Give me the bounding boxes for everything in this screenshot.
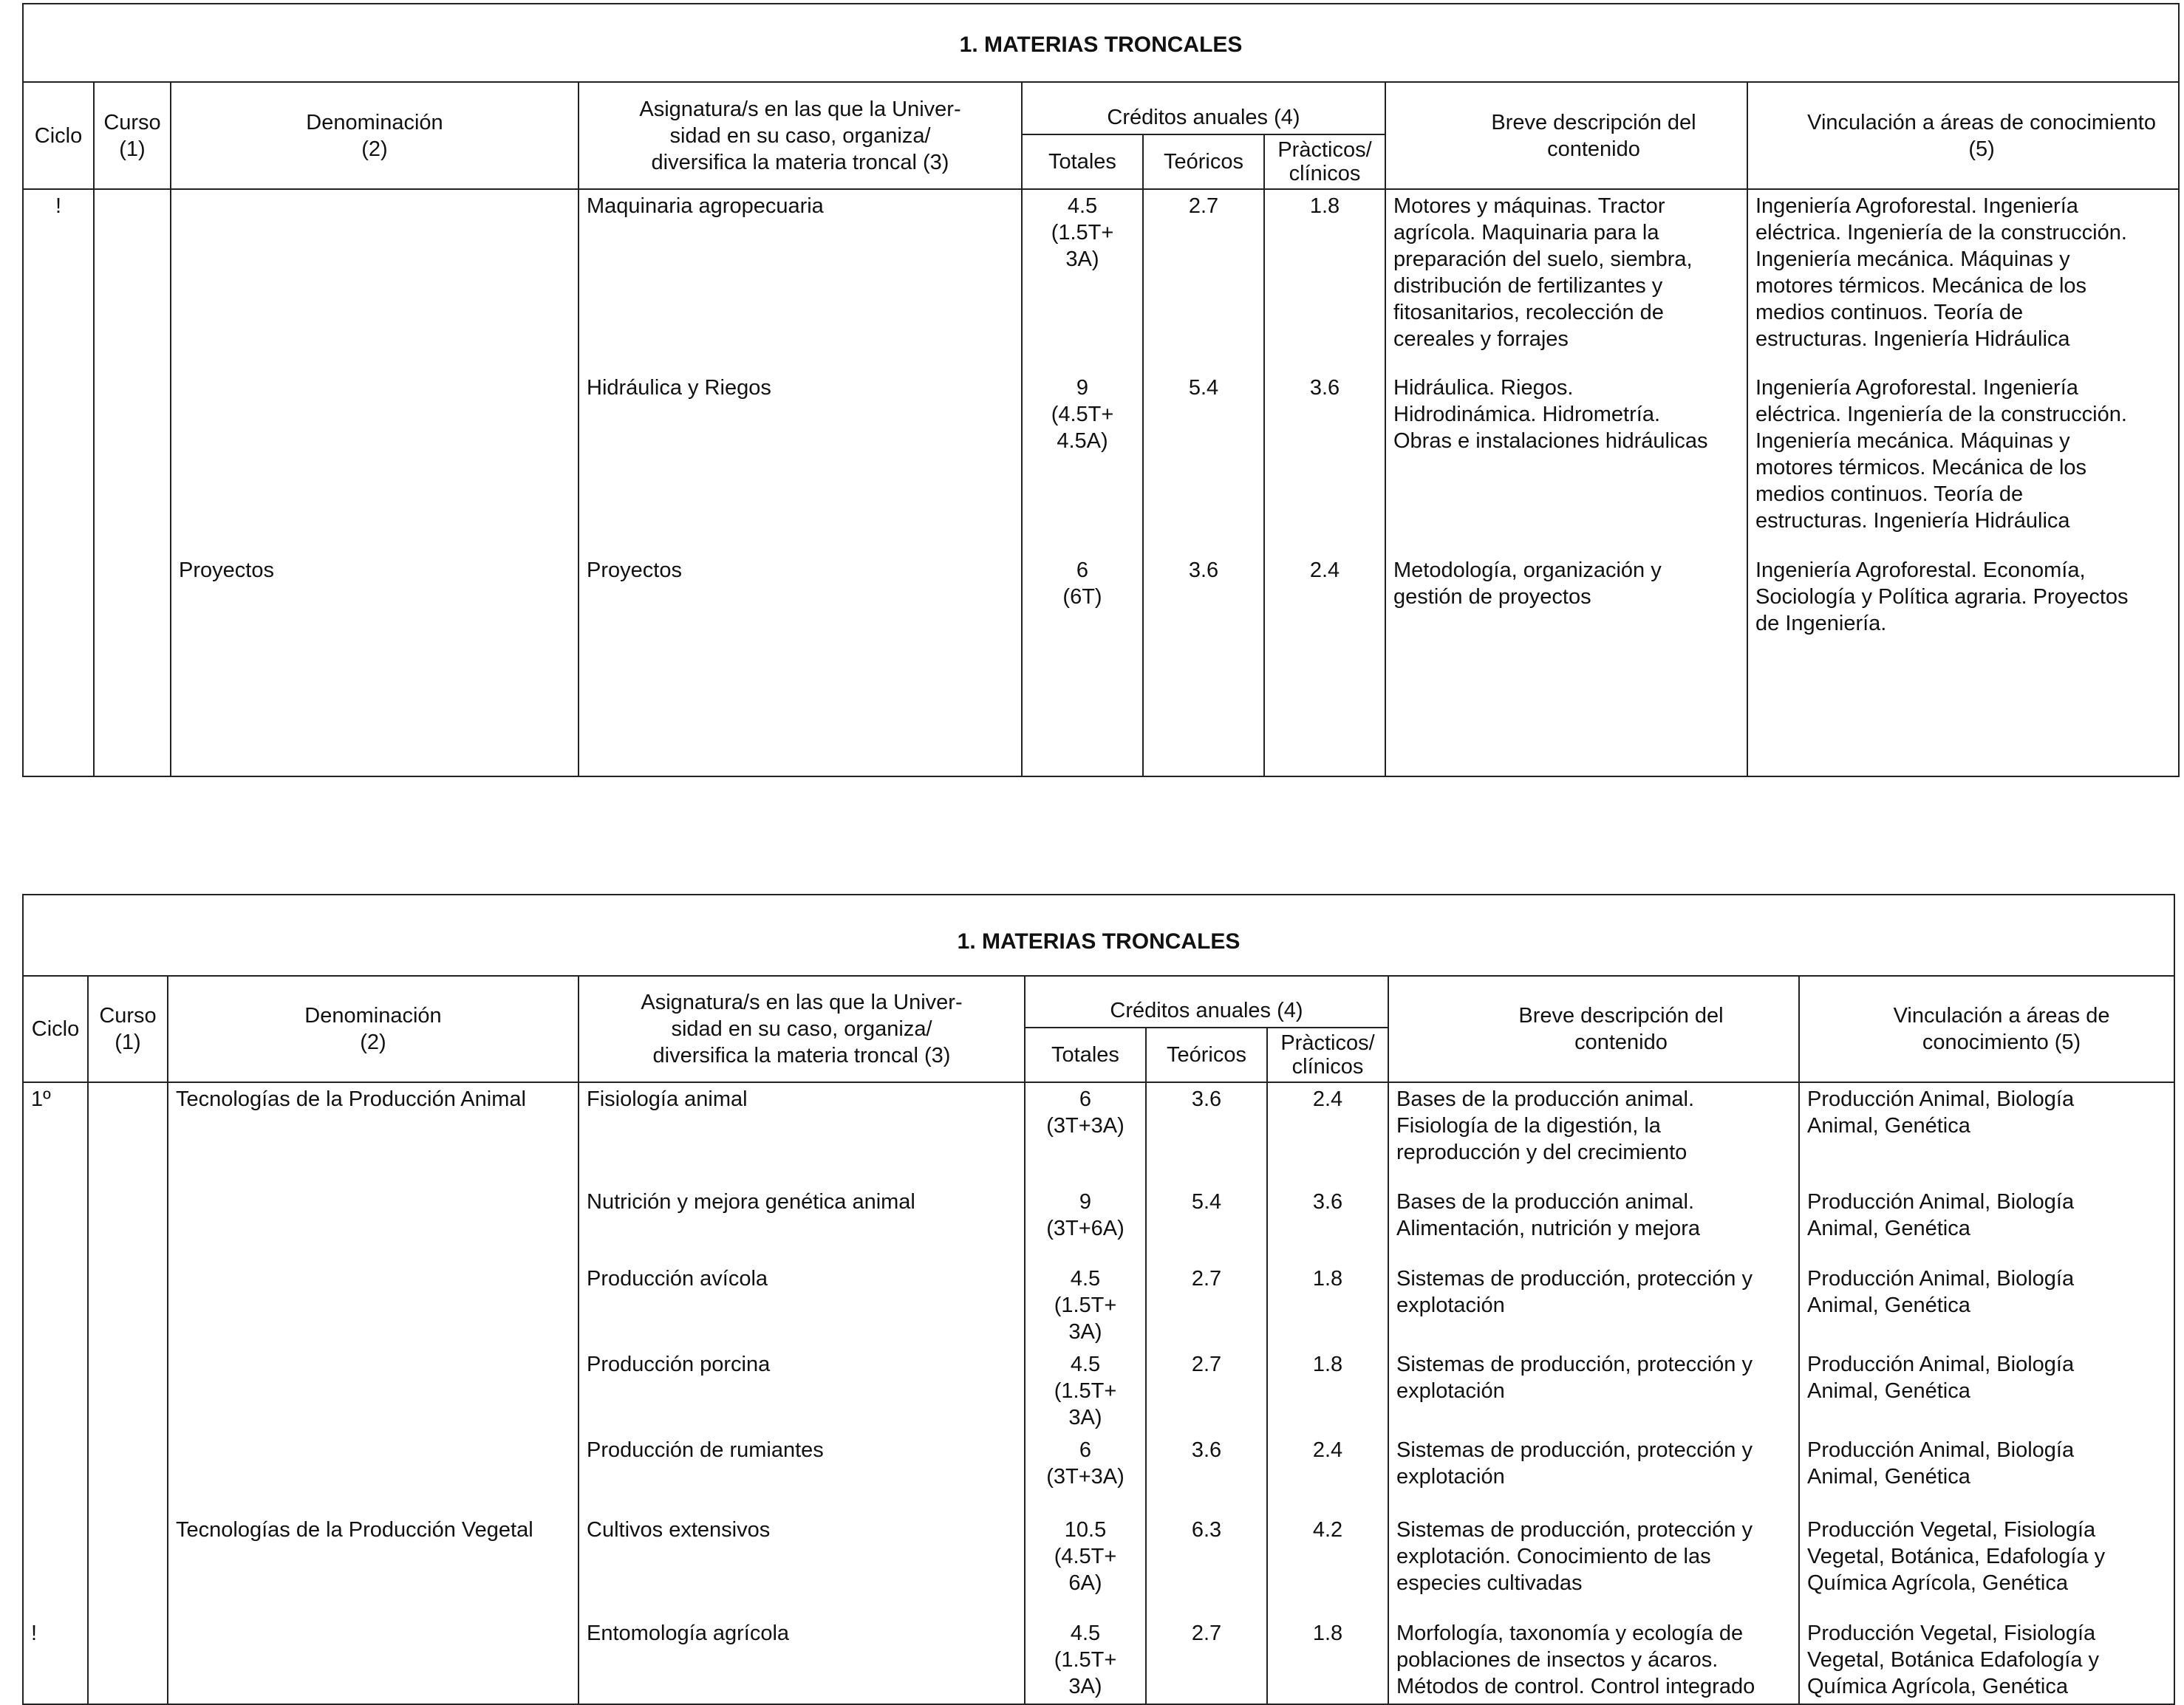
cell-vinculacion: Producción Animal, Biología Animal, Genética: [1799, 1082, 2174, 1186]
cell-curso: [88, 1348, 168, 1434]
cell-denominacion: [171, 189, 579, 372]
materias-troncales-table-2: [22, 894, 2175, 1705]
cell-denominacion: Tecnologías de la Producción Animal: [168, 1082, 579, 1186]
header-curso: Curso (1): [88, 976, 168, 1082]
cell-practicos: 2.4: [1267, 1082, 1388, 1186]
table-row: [23, 554, 2179, 776]
header-descripcion: Breve descripción del contenido: [1388, 976, 1799, 1082]
table-row: [23, 1262, 2174, 1348]
cell-totales: 9 (4.5T+ 4.5A): [1022, 372, 1143, 554]
cell-totales: 6 (3T+3A): [1025, 1434, 1146, 1514]
header-totales: Totales: [1025, 1028, 1146, 1082]
cell-practicos: 1.8: [1267, 1617, 1388, 1704]
cell-asignatura: Cultivos extensivos: [579, 1514, 1025, 1617]
cell-curso: [94, 372, 171, 554]
table-row: [23, 1082, 2174, 1186]
cell-curso: [88, 1082, 168, 1186]
cell-ciclo: [23, 372, 94, 554]
cell-descripcion: Sistemas de producción, protección y explotación. Conocimiento de las especies cultivadas: [1388, 1514, 1799, 1617]
cell-practicos: 2.4: [1267, 1434, 1388, 1514]
cell-totales: 9 (3T+6A): [1025, 1186, 1146, 1262]
cell-teoricos: 3.6: [1143, 554, 1264, 776]
cell-descripcion: Metodología, organización y gestión de proyectos: [1385, 554, 1747, 776]
cell-denominacion: [168, 1434, 579, 1514]
header-asignatura: Asignatura/s en las que la Univer- sidad en su caso, organiza/ diversifica la materia troncal (3): [579, 82, 1022, 189]
cell-teoricos: 6.3: [1146, 1514, 1267, 1617]
header-teoricos: Teóricos: [1146, 1028, 1267, 1082]
cell-descripcion: Sistemas de producción, protección y explotación: [1388, 1434, 1799, 1514]
cell-descripcion: Hidráulica. Riegos. Hidrodinámica. Hidrometría. Obras e instalaciones hidráulicas: [1385, 372, 1747, 554]
cell-curso: [88, 1514, 168, 1617]
materias-troncales-table-1: [22, 3, 2180, 777]
cell-totales: 6 (6T): [1022, 554, 1143, 776]
cell-asignatura: Proyectos: [579, 554, 1022, 776]
cell-vinculacion: Producción Animal, Biología Animal, Genética: [1799, 1434, 2174, 1514]
header-asignatura: Asignatura/s en las que la Univer- sidad en su caso, organiza/ diversifica la materia troncal (3): [579, 976, 1025, 1082]
header-descripcion: Breve descripción del contenido: [1385, 82, 1747, 189]
header-creditos: Créditos anuales (4): [1025, 976, 1388, 1028]
cell-denominacion: [168, 1617, 579, 1704]
cell-descripcion: Bases de la producción animal. Alimentación, nutrición y mejora: [1388, 1186, 1799, 1262]
cell-asignatura: Producción de rumiantes: [579, 1434, 1025, 1514]
table-row: [23, 372, 2179, 554]
cell-practicos: 3.6: [1267, 1186, 1388, 1262]
cell-descripcion: Morfología, taxonomía y ecología de poblaciones de insectos y ácaros. Métodos de control. Control integrado: [1388, 1617, 1799, 1704]
table-row: [23, 1514, 2174, 1617]
cell-ciclo: [23, 1348, 88, 1434]
cell-ciclo: [23, 554, 94, 776]
table-row: [23, 1186, 2174, 1262]
cell-descripcion: Sistemas de producción, protección y explotación: [1388, 1348, 1799, 1434]
cell-vinculacion: Ingeniería Agroforestal. Ingeniería eléctrica. Ingeniería de la construcción. Ingeniería mecánica. Máquinas y motores térmicos. Mecánica de los medios continuos. Teoría de estructuras. Ingeniería Hidráulica: [1747, 372, 2179, 554]
cell-totales: 4.5 (1.5T+ 3A): [1022, 189, 1143, 372]
cell-vinculacion: Producción Animal, Biología Animal, Genética: [1799, 1262, 2174, 1348]
cell-descripcion: Bases de la producción animal. Fisiología de la digestión, la reproducción y del crecimiento: [1388, 1082, 1799, 1186]
cell-curso: [94, 554, 171, 776]
cell-curso: [94, 189, 171, 372]
cell-vinculacion: Ingeniería Agroforestal. Economía, Sociología y Política agraria. Proyectos de Ingeniería.: [1747, 554, 2179, 776]
cell-vinculacion: Producción Vegetal, Fisiología Vegetal, Botánica Edafología y Química Agrícola, Genética: [1799, 1617, 2174, 1704]
cell-curso: [88, 1262, 168, 1348]
cell-teoricos: 3.6: [1146, 1082, 1267, 1186]
cell-teoricos: 3.6: [1146, 1434, 1267, 1514]
cell-totales: 10.5 (4.5T+ 6A): [1025, 1514, 1146, 1617]
cell-asignatura: Nutrición y mejora genética animal: [579, 1186, 1025, 1262]
cell-teoricos: 2.7: [1143, 189, 1264, 372]
cell-vinculacion: Producción Vegetal, Fisiología Vegetal, Botánica, Edafología y Química Agrícola, Genética: [1799, 1514, 2174, 1617]
cell-teoricos: 2.7: [1146, 1348, 1267, 1434]
cell-practicos: 1.8: [1267, 1348, 1388, 1434]
table-row: [23, 1434, 2174, 1514]
cell-ciclo: [23, 1186, 88, 1262]
cell-ciclo: [23, 1514, 88, 1617]
cell-practicos: 2.4: [1264, 554, 1385, 776]
cell-totales: 6 (3T+3A): [1025, 1082, 1146, 1186]
header-ciclo: Ciclo: [23, 82, 94, 189]
cell-descripcion: Motores y máquinas. Tractor agrícola. Maquinaria para la preparación del suelo, siembra, distribución de fertilizantes y fitosanitarios, recolección de cereales y forrajes: [1385, 189, 1747, 372]
cell-totales: 4.5 (1.5T+ 3A): [1025, 1617, 1146, 1704]
header-denominacion: Denominación (2): [168, 976, 579, 1082]
cell-descripcion: Sistemas de producción, protección y explotación: [1388, 1262, 1799, 1348]
cell-teoricos: 5.4: [1146, 1186, 1267, 1262]
header-practicos: Pràcticos/ clínicos: [1267, 1028, 1388, 1082]
cell-asignatura: Maquinaria agropecuaria: [579, 189, 1022, 372]
cell-asignatura: Hidráulica y Riegos: [579, 372, 1022, 554]
cell-vinculacion: Producción Animal, Biología Animal, Genética: [1799, 1186, 2174, 1262]
cell-denominacion: [168, 1186, 579, 1262]
cell-ciclo: 1º: [23, 1082, 88, 1186]
cell-practicos: 3.6: [1264, 372, 1385, 554]
header-ciclo: Ciclo: [23, 976, 88, 1082]
cell-curso: [88, 1186, 168, 1262]
cell-practicos: 1.8: [1267, 1262, 1388, 1348]
table-row: [23, 1617, 2174, 1704]
cell-practicos: 1.8: [1264, 189, 1385, 372]
cell-teoricos: 2.7: [1146, 1262, 1267, 1348]
cell-ciclo: !: [23, 1617, 88, 1704]
cell-denominacion: Proyectos: [171, 554, 579, 776]
cell-ciclo: [23, 1262, 88, 1348]
header-teoricos: Teóricos: [1143, 134, 1264, 189]
cell-teoricos: 2.7: [1146, 1617, 1267, 1704]
cell-ciclo: !: [23, 189, 94, 372]
cell-vinculacion: Ingeniería Agroforestal. Ingeniería eléctrica. Ingeniería de la construcción. Ingeniería mecánica. Máquinas y motores térmicos. Mecánica de los medios continuos. Teoría de estructuras. Ingeniería Hidráulica: [1747, 189, 2179, 372]
header-curso: Curso (1): [94, 82, 171, 189]
cell-totales: 4.5 (1.5T+ 3A): [1025, 1348, 1146, 1434]
cell-denominacion: [168, 1262, 579, 1348]
cell-totales: 4.5 (1.5T+ 3A): [1025, 1262, 1146, 1348]
cell-curso: [88, 1434, 168, 1514]
table-row: [23, 189, 2179, 372]
header-creditos: Créditos anuales (4): [1022, 82, 1385, 134]
table-title: 1. MATERIAS TRONCALES: [23, 895, 2174, 976]
header-totales: Totales: [1022, 134, 1143, 189]
cell-vinculacion: Producción Animal, Biología Animal, Genética: [1799, 1348, 2174, 1434]
cell-denominacion: [168, 1348, 579, 1434]
header-denominacion: Denominación (2): [171, 82, 579, 189]
cell-practicos: 4.2: [1267, 1514, 1388, 1617]
cell-denominacion: [171, 372, 579, 554]
cell-asignatura: Producción porcina: [579, 1348, 1025, 1434]
cell-teoricos: 5.4: [1143, 372, 1264, 554]
cell-asignatura: Producción avícola: [579, 1262, 1025, 1348]
table-title: 1. MATERIAS TRONCALES: [23, 4, 2179, 82]
cell-curso: [88, 1617, 168, 1704]
cell-denominacion: Tecnologías de la Producción Vegetal: [168, 1514, 579, 1617]
cell-ciclo: [23, 1434, 88, 1514]
cell-asignatura: Entomología agrícola: [579, 1617, 1025, 1704]
header-vinculacion: Vinculación a áreas de conocimiento (5): [1799, 976, 2174, 1082]
header-vinculacion: Vinculación a áreas de conocimiento (5): [1747, 82, 2179, 189]
header-practicos: Pràcticos/ clínicos: [1264, 134, 1385, 189]
cell-asignatura: Fisiología animal: [579, 1082, 1025, 1186]
table-row: [23, 1348, 2174, 1434]
